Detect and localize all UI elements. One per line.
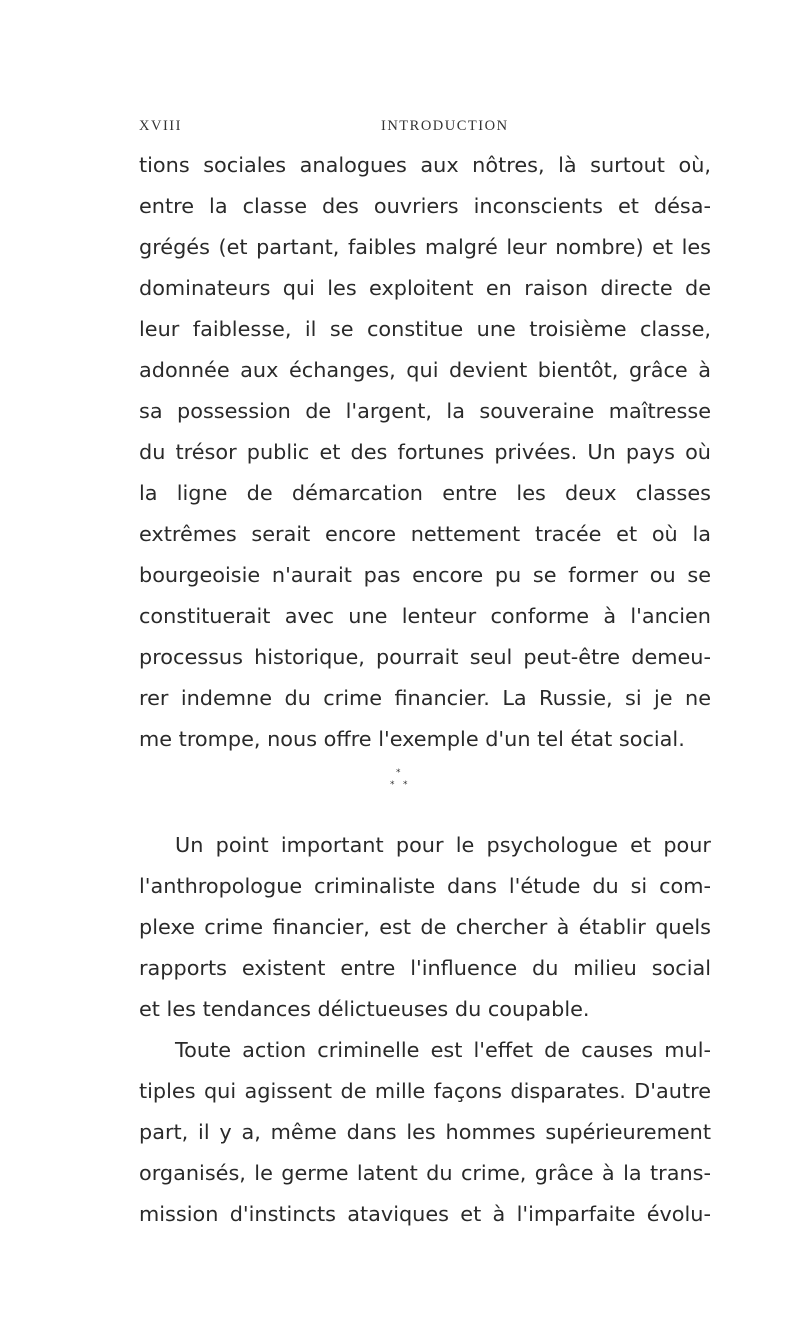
text-line: bourgeoisie n'aurait pas encore pu se former ou se [139,563,711,587]
text-line: constituerait avec une lenteur conforme à l'ancien [139,604,711,628]
text-line: rapports existent entre l'influence du milieu social [139,956,711,980]
text-line: organisés, le germe latent du crime, grâce à la trans- [139,1161,711,1185]
asterism-star: * [390,780,395,790]
asterism-star: * [403,780,408,790]
text-line: et les tendances délictueuses du coupable. [139,997,590,1021]
page-header [139,118,659,140]
text-line: mission d'instincts ataviques et à l'imparfaite évolu- [139,1202,711,1226]
text-line: Un point important pour le psychologue et pour [175,833,711,857]
text-line: me trompe, nous offre l'exemple d'un tel état social. [139,727,685,751]
text-line: extrêmes serait encore nettement tracée et où la [139,522,711,546]
text-line: la ligne de démarcation entre les deux classes [139,481,711,505]
text-line: sa possession de l'argent, la souveraine maîtresse [139,399,711,423]
asterism-separator [380,768,420,804]
text-line: tiples qui agissent de mille façons disparates. D'autre [139,1079,711,1103]
text-line: dominateurs qui les exploitent en raison directe de [139,276,711,300]
text-line: adonnée aux échanges, qui devient bientôt, grâce à [139,358,711,382]
text-line: plexe crime financier, est de chercher à établir quels [139,915,711,939]
text-line: processus historique, pourrait seul peut-être demeu- [139,645,711,669]
text-line: l'anthropologue criminaliste dans l'étude du si com- [139,874,711,898]
text-line: entre la classe des ouvriers inconscients et désa- [139,194,711,218]
text-line: du trésor public et des fortunes privées. Un pays où [139,440,711,464]
text-line: part, il y a, même dans les hommes supérieurement [139,1120,711,1144]
text-line: rer indemne du crime financier. La Russie, si je ne [139,686,711,710]
asterism-star: * [396,768,401,778]
running-title: INTRODUCTION [381,118,509,134]
text-line: tions sociales analogues aux nôtres, là surtout où, [139,153,711,177]
page-number: XVIII [139,118,182,134]
text-line: Toute action criminelle est l'effet de causes mul- [175,1038,711,1062]
text-line: leur faiblesse, il se constitue une troisième classe, [139,317,711,341]
text-line: grégés (et partant, faibles malgré leur nombre) et les [139,235,711,259]
